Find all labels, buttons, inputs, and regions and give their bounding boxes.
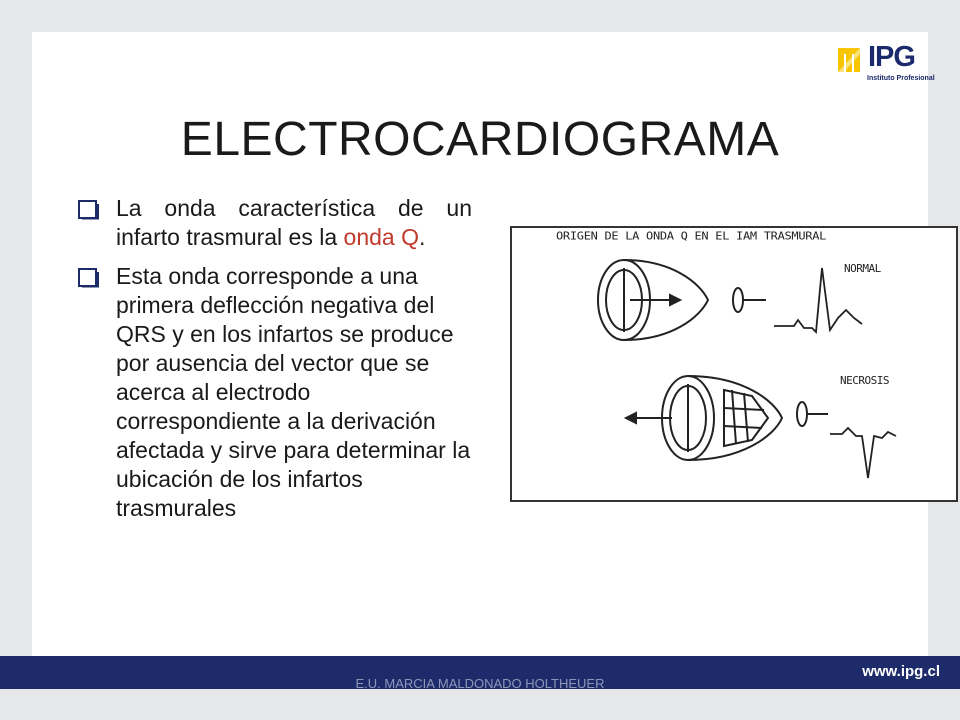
bullet-list	[78, 194, 472, 533]
ecg-diagram	[510, 226, 958, 502]
label-necrosis: NECROSIS	[840, 374, 889, 387]
ipg-logo-mark-icon	[838, 44, 866, 74]
bullet-text-end: .	[418, 224, 426, 250]
slide-title: ELECTROCARDIOGRAMA	[180, 113, 780, 166]
checkbox-bullet-icon	[78, 268, 100, 288]
bullet-highlight-onda-q: onda Q	[343, 224, 419, 250]
bullet-item	[78, 262, 472, 523]
bullet-text: Esta onda corresponde a una primera deflección negativa del QRS y en los infartos se produce por ausencia del vector que se acerca al electrodo correspondiente a la derivación afectada y sirve para determinar la ubicación de los infartos trasmurales	[116, 263, 471, 521]
necrosis-ecg-trace	[830, 428, 896, 478]
footer-author: E.U. MARCIA MALDONADO HOLTHEUER	[355, 676, 605, 691]
necrotic-heart-icon	[626, 376, 782, 460]
normal-electrode-icon	[733, 288, 766, 312]
normal-heart-icon	[598, 260, 708, 340]
logo-subtitle: Instituto Profesional	[867, 75, 935, 82]
necrosis-electrode-icon	[797, 402, 828, 426]
diagram-caption: ORIGEN DE LA ONDA Q EN EL IAM TRASMURAL	[556, 230, 827, 242]
checkbox-bullet-icon	[78, 200, 100, 220]
ipg-logo	[838, 41, 935, 90]
diagram-drawing	[512, 228, 956, 500]
bullet-item	[78, 194, 472, 252]
label-normal: NORMAL	[844, 262, 881, 275]
logo-text: IPG	[868, 41, 915, 73]
normal-ecg-trace	[774, 268, 862, 332]
bullet-text-start: La onda característica de un infarto trasmural es la	[116, 195, 472, 250]
footer-url-link[interactable]: www.ipg.cl	[862, 663, 940, 680]
